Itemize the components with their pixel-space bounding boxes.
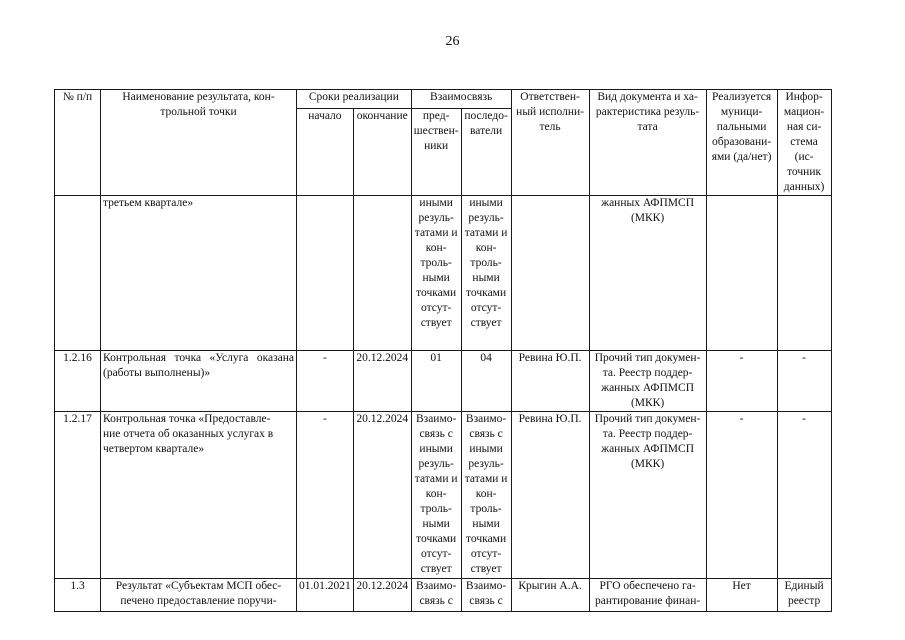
header-predecessors: пред- шествен- ники bbox=[411, 108, 461, 195]
row-end: 20.12.2024 bbox=[353, 412, 411, 579]
row-municipal: - bbox=[706, 412, 777, 579]
table-row bbox=[55, 351, 832, 412]
row-start: - bbox=[297, 412, 354, 579]
row-num: 1.3 bbox=[55, 579, 101, 612]
row-successors: 04 bbox=[461, 351, 511, 412]
row-name: Контрольная точка «Услуга оказана (работы выполнены)» bbox=[101, 351, 297, 412]
table-row bbox=[55, 412, 832, 579]
row-doc: жанных АФПМСП (МКК) bbox=[589, 196, 706, 351]
header-row-1 bbox=[55, 90, 832, 109]
table-row bbox=[55, 196, 832, 351]
row-name: Контрольная точка «Предоставле- ние отчета об оказанных услугах в четвертом квартале» bbox=[101, 412, 297, 579]
row-municipal: Нет bbox=[706, 579, 777, 612]
row-num: 1.2.17 bbox=[55, 412, 101, 579]
row-doc: РГО обеспечено га- рантирование финан- bbox=[589, 579, 706, 612]
row-name: Результат «Субъектам МСП обес- печено предоставление поручи- bbox=[101, 579, 297, 612]
header-num: № п/п bbox=[55, 90, 101, 196]
header-name: Наименование результата, кон- трольной точки bbox=[101, 90, 297, 196]
header-end: окончание bbox=[353, 108, 411, 195]
document-table bbox=[54, 89, 832, 612]
row-end: 20.12.2024 bbox=[353, 579, 411, 612]
row-info: Единый реестр bbox=[777, 579, 831, 612]
row-info: - bbox=[777, 412, 831, 579]
header-terms: Сроки реализации bbox=[297, 90, 412, 109]
row-start: 01.01.2021 bbox=[297, 579, 354, 612]
row-predecessors: Взаимо- связь с bbox=[411, 579, 461, 612]
row-municipal: - bbox=[706, 351, 777, 412]
header-municipal: Реализуется муници- пальными образовани- ями (да/нет) bbox=[706, 90, 777, 196]
row-predecessors: Взаимо- связь с иными резуль- татами и кон- троль- ными точками отсут- ствует bbox=[411, 412, 461, 579]
row-name: третьем квартале» bbox=[101, 196, 297, 351]
header-successors: последо- ватели bbox=[461, 108, 511, 195]
row-end bbox=[353, 196, 411, 351]
row-successors: Взаимо- связь с иными резуль- татами и кон- троль- ными точками отсут- ствует bbox=[461, 412, 511, 579]
row-successors: Взаимо- связь с bbox=[461, 579, 511, 612]
row-doc: Прочий тип докумен- та. Реестр поддер- жанных АФПМСП (МКК) bbox=[589, 412, 706, 579]
row-predecessors: 01 bbox=[411, 351, 461, 412]
table-row bbox=[55, 579, 832, 612]
header-start: начало bbox=[297, 108, 354, 195]
row-responsible: Ревина Ю.П. bbox=[511, 351, 589, 412]
row-num bbox=[55, 196, 101, 351]
row-end: 20.12.2024 bbox=[353, 351, 411, 412]
row-start: - bbox=[297, 351, 354, 412]
header-doc-type: Вид документа и ха- рактеристика резуль- тата bbox=[589, 90, 706, 196]
row-responsible: Ревина Ю.П. bbox=[511, 412, 589, 579]
row-start bbox=[297, 196, 354, 351]
header-responsible: Ответствен- ный исполни- тель bbox=[511, 90, 589, 196]
header-relation: Взаимосвязь bbox=[411, 90, 511, 109]
row-municipal bbox=[706, 196, 777, 351]
row-doc: Прочий тип докумен- та. Реестр поддер- жанных АФПМСП (МКК) bbox=[589, 351, 706, 412]
row-predecessors: иными резуль- татами и кон- троль- ными точками отсут- ствует bbox=[411, 196, 461, 351]
row-responsible bbox=[511, 196, 589, 351]
row-successors: иными резуль- татами и кон- троль- ными точками отсут- ствует bbox=[461, 196, 511, 351]
page-number: 26 bbox=[445, 34, 460, 49]
row-num: 1.2.16 bbox=[55, 351, 101, 412]
row-responsible: Крыгин А.А. bbox=[511, 579, 589, 612]
header-info-system: Инфор- мацион- ная си- стема (ис- точник данных) bbox=[777, 90, 831, 196]
row-info bbox=[777, 196, 831, 351]
row-info: - bbox=[777, 351, 831, 412]
